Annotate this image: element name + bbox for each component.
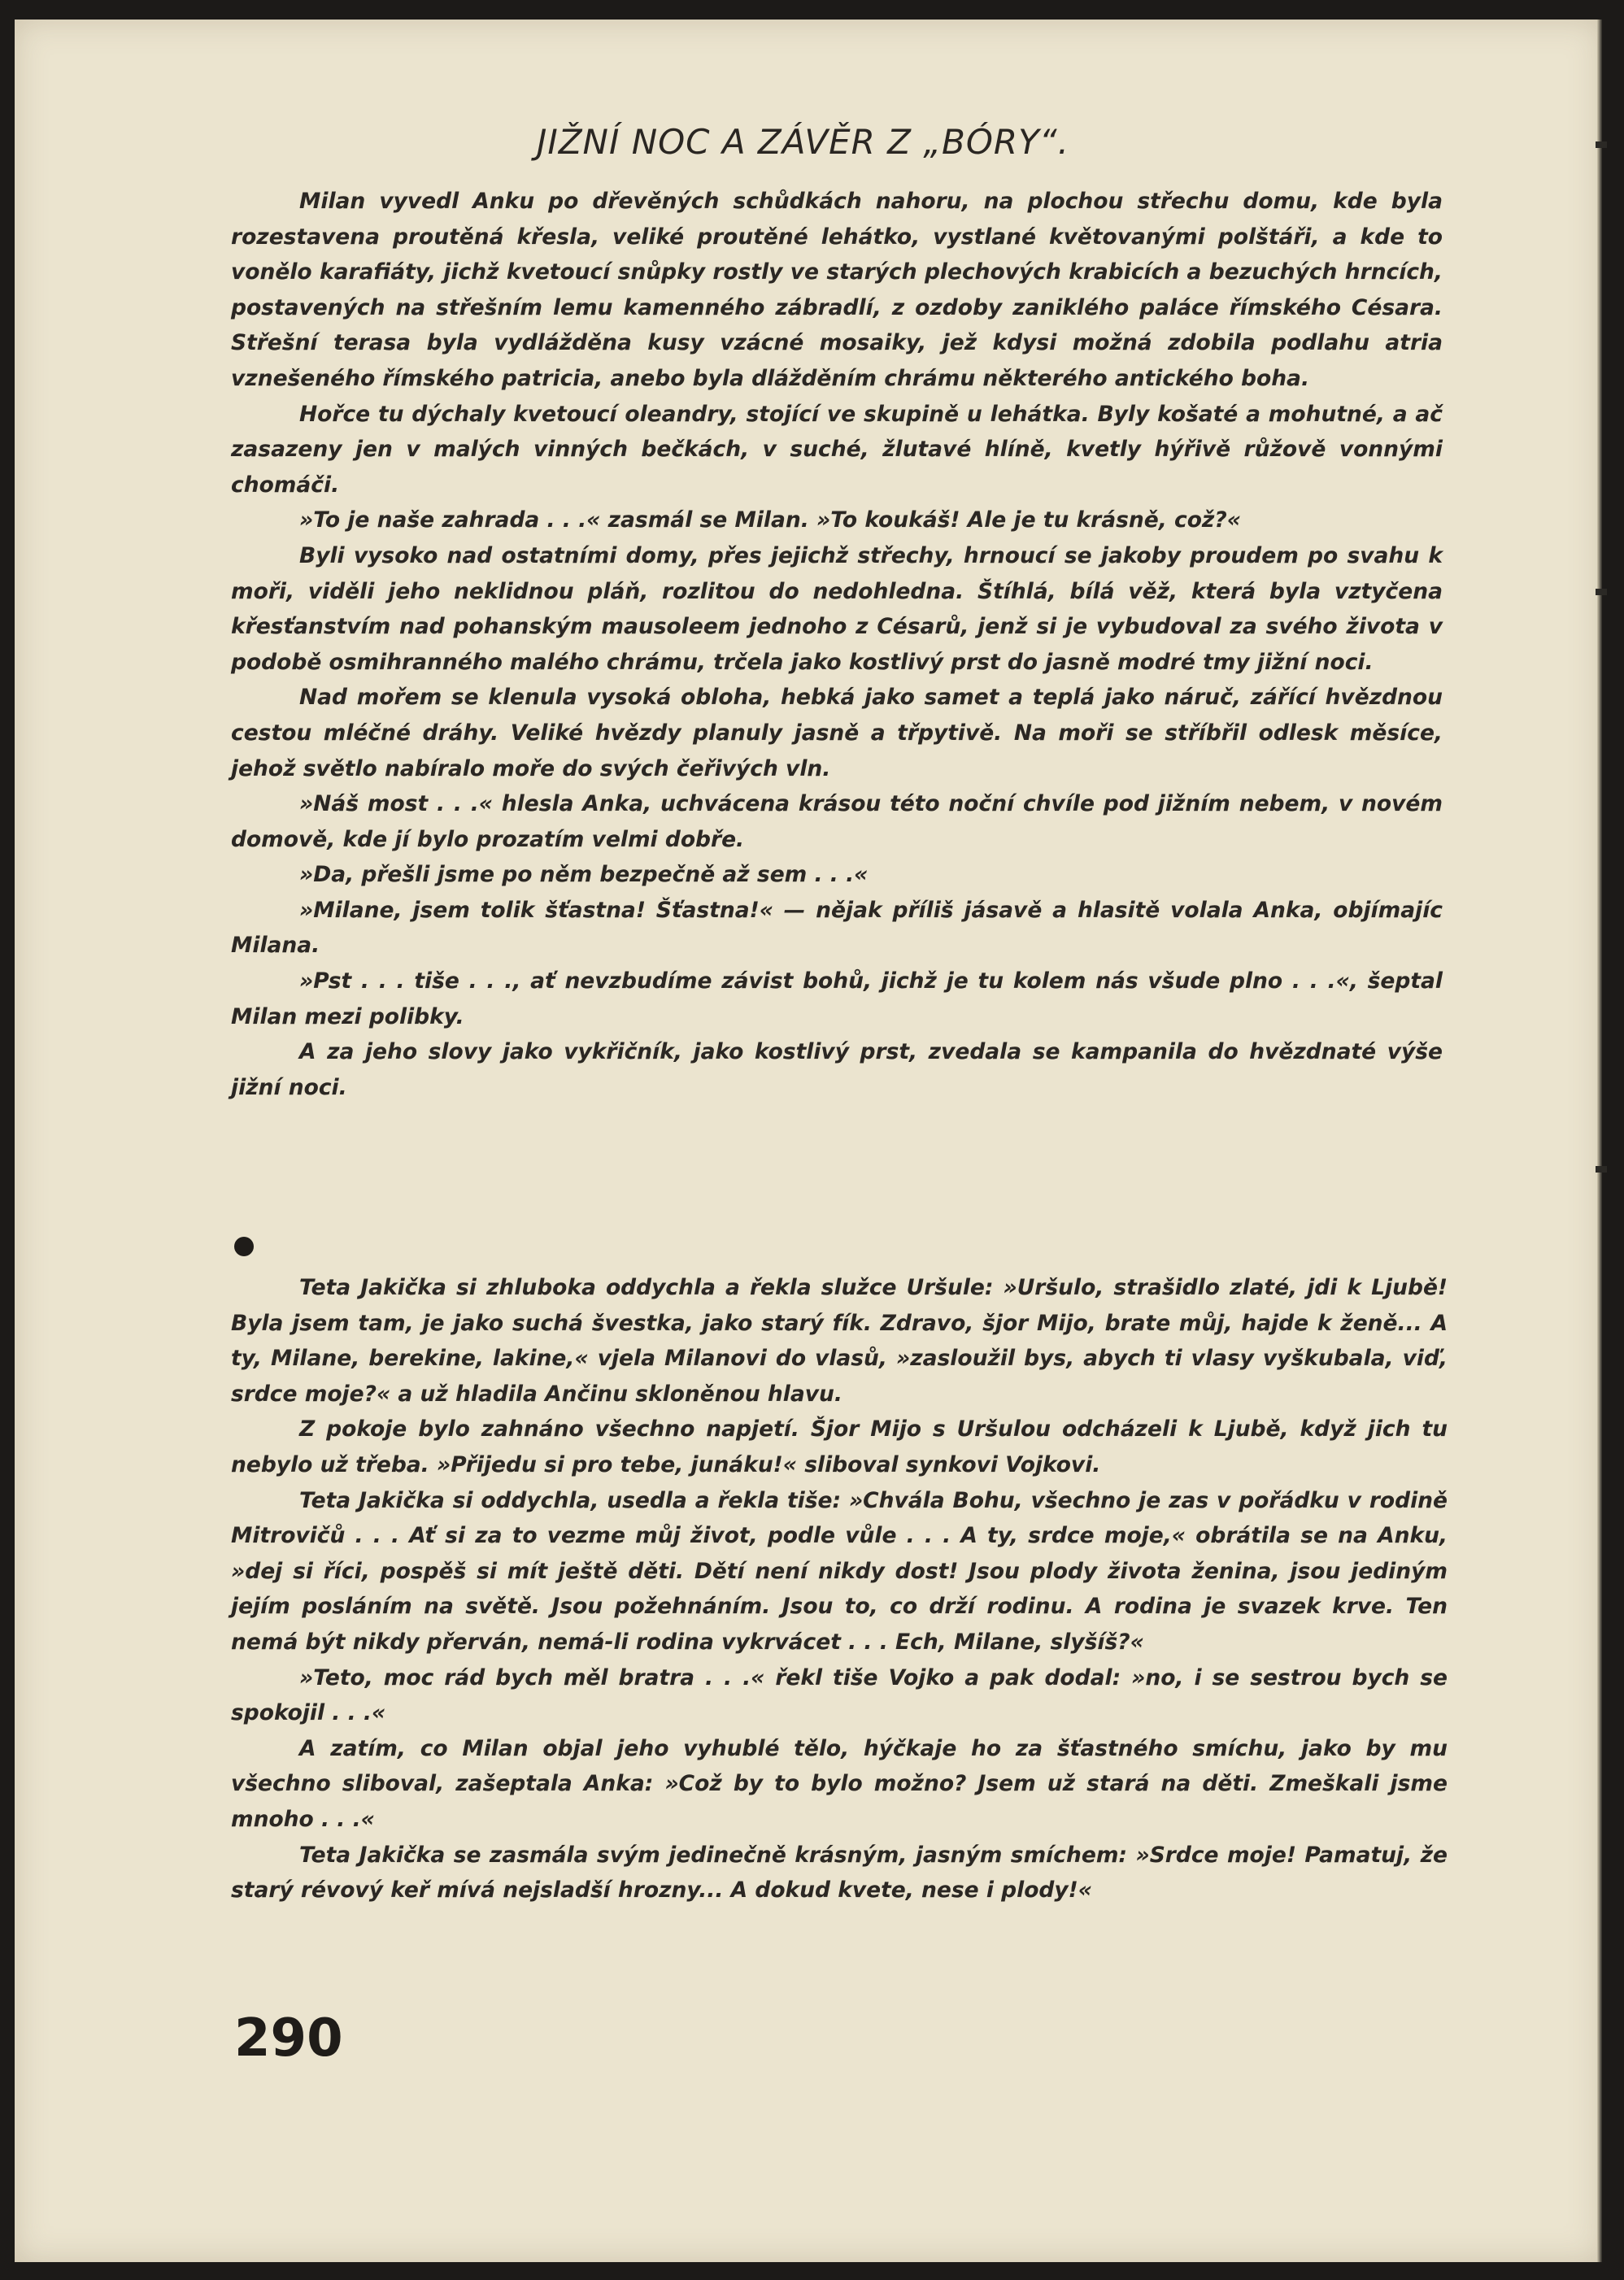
page-edge-tick (1596, 589, 1607, 595)
page-edge-tick (1596, 141, 1607, 148)
paragraph: »Milane, jsem tolik šťastna! Šťastna!« — nějak příliš jásavě a hlasitě volala Anka, objímajíc Milana. (231, 897, 1443, 959)
paragraph: »Pst . . . tiše . . ., ať nevzbudíme závist bohů, jichž je tu kolem nás všude plno . . .«, šeptal Milan mezi polibky. (231, 968, 1443, 1029)
paragraph: »To je naše zahrada . . .« zasmál se Milan. »To koukáš! Ale je tu krásně, což?« (299, 507, 1241, 533)
paragraph: Teta Jakička si oddychla, usedla a řekla tiše: »Chvála Bohu, všechno je zas v pořádku v rodině Mitrovičů . . . Ať si za to vezme můj život, podle vůle . . . A ty, srdce moje,« obrátila se na Anku, »dej si říci, pospěš si mít ještě děti. Dětí není nikdy dost! Jsou plody života ženina, jsou jediným jejím posláním na světě. Jsou požehnáním. Jsou to, co drží rodinu. A rodina je svazek krve. Ten nemá být nikdy přerván, nemá-li rodina vykrvácet . . . Ech, Milane, slyšíš?« (231, 1487, 1448, 1655)
paragraph: Milan vyvedl Anku po dřevěných schůdkách nahoru, na plochou střechu domu, kde byla rozestavena proutěná křesla, veliké proutěné lehátko, vystlané květovanými polštáři, a kde to vonělo karafiáty, jichž kvetoucí snůpky rostly ve starých plechových krabicích a bezuchých hrncích, postavených na střešním lemu kamenného zábradlí, z ozdoby zaniklého paláce římského Césara. Střešní terasa byla vydlážděna kusy vzácné mosaiky, jež kdysi možná zdobila podlahu atria vznešeného římského patricia, anebo byla dlážděním chrámu některého antického boha. (231, 189, 1443, 391)
page-edge-tick (1596, 1166, 1607, 1173)
paragraph: Byli vysoko nad ostatními domy, přes jejichž střechy, hrnoucí se jakoby proudem po svahu k moři, viděli jeho neklidnou pláň, rozlitou do nedohledna. Štíhlá, bílá věž, která byla vztyčena křesťanstvím nad pohanským mausoleem jednoho z Césarů, jenž si je vybudoval za svého života v podobě osmihranného malého chrámu, trčela jako kostlivý prst do jasně modré tmy jižní noci. (231, 542, 1443, 675)
paragraph: Teta Jakička se zasmála svým jedinečně krásným, jasným smíchem: »Srdce moje! Pamatuj, že starý révový keř mívá nejsladší hrozny... A dokud kvete, nese i plody!« (231, 1842, 1448, 1904)
paragraph: Teta Jakička si zhluboka oddychla a řekla služce Uršule: »Uršulo, strašidlo zlaté, jdi k Ljubě! Byla jsem tam, je jako suchá švestka, jako starý fík. Zdravo, šjor Mijo, brate můj, hajde k ženě... A ty, Milane, berekine, lakine,« vjela Milanovi do vlasů, »zasloužil bys, abych ti vlasy vyškubala, viď, srdce moje?« a už hladila Ančinu skloněnou hlavu. (231, 1275, 1448, 1407)
page-edge (1597, 20, 1602, 2262)
paragraph: »Teto, moc rád bych měl bratra . . .« řekl tiše Vojko a pak dodal: »no, i se sestrou bych se spokojil . . .« (231, 1664, 1448, 1726)
paragraph: Nad mořem se klenula vysoká obloha, hebká jako samet a teplá jako náruč, zářící hvězdnou cestou mléčné dráhy. Veliké hvězdy planuly jasně a třpytivě. Na moři se stříbřil odlesk měsíce, jehož světlo nabíralo moře do svých čeřivých vln. (231, 685, 1443, 781)
section-roof-night (231, 184, 1443, 1105)
paragraph: A za jeho slovy jako vykřičník, jako kostlivý prst, zvedala se kampanila do hvězdnaté výše jižní noci. (231, 1039, 1443, 1100)
paragraph: »Da, přešli jsme po něm bezpečně až sem . . .« (299, 862, 869, 888)
section-aunt-jakicka (231, 1270, 1448, 1908)
paragraph: »Náš most . . .« hlesla Anka, uchvácena krásou této noční chvíle pod jižním nebem, v novém domově, kde jí bylo prozatím velmi dobře. (231, 791, 1443, 852)
chapter-title: JIŽNÍ NOC A ZÁVĚR Z „BÓRY“. (537, 122, 1069, 162)
section-divider-bullet (234, 1237, 254, 1256)
paragraph: Hořce tu dýchaly kvetoucí oleandry, stojící ve skupině u lehátka. Byly košaté a mohutné, a ač zasazeny jen v malých vinných bečkách, v suché, žlutavé hlíně, kvetly hýřivě růžově vonnými chomáči. (231, 401, 1443, 498)
page-number: 290 (234, 2008, 343, 2069)
paragraph: A zatím, co Milan objal jeho vyhublé tělo, hýčkaje ho za šťastného smíchu, jako by mu všechno sliboval, zašeptala Anka: »Což by to bylo možno? Jsem už stará na děti. Zmeškali jsme mnoho . . .« (231, 1735, 1448, 1832)
paragraph: Z pokoje bylo zahnáno všechno napjetí. Šjor Mijo s Uršulou odcházeli k Ljubě, když jich tu nebylo už třeba. »Přijedu si pro tebe, junáku!« sliboval synkovi Vojkovi. (231, 1416, 1448, 1477)
